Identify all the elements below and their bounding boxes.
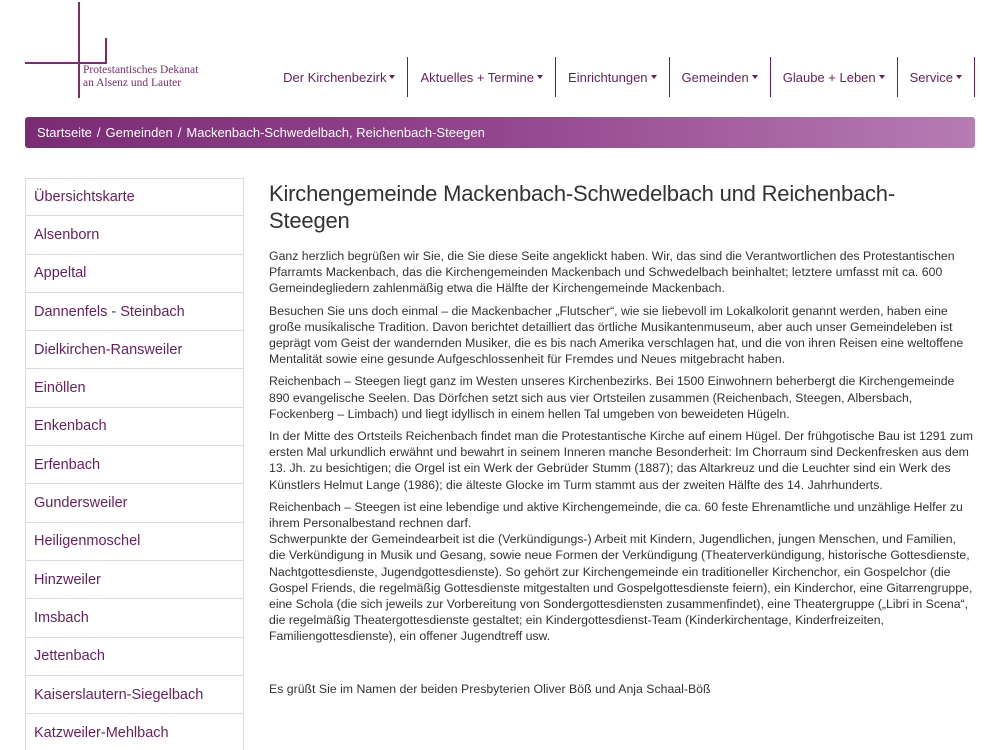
caret-down-icon [651, 75, 657, 79]
breadcrumb-current: Mackenbach-Schwedelbach, Reichenbach-Steegen [186, 125, 485, 140]
nav-item-label: Einrichtungen [568, 69, 648, 85]
nav-item-kirchenbezirk[interactable] [271, 57, 408, 97]
paragraph-church: In der Mitte des Ortsteils Reichenbach findet man die Protestantische Kirche auf einem Hügel. Der frühgotische Bau ist 1291 zum ersten Mal urkundlich erwähnt und bewahrt in seinem Inneren manche Besonderheit: Im Chorraum sind Deckenfresken aus dem 13. Jh. zu besichtigen; die Orgel ist ein Werk der Gebrüder Stumm (1887); das Altarkreuz und die Leuchter sind ein Werk des Künstlers Helmut Lange (1986); die älteste Glocke im Turm stammt aus der zweiten Hälfte des 14. Jahrhunderts. [269, 429, 974, 492]
breadcrumb [25, 117, 975, 148]
sidebar-item-einoellen[interactable]: Einöllen [25, 369, 244, 407]
paragraph-intro: Ganz herzlich begrüßen wir Sie, die Sie diese Seite angeklickt haben. Wir, das sind die Verantwortlichen des Protestantischen Pfarramts Mackenbach, das die Kirchengemeinden Mackenbach und Schwedelbach beinhaltet; letztere umfasst mit ca. 600 Gemeindegliedern zahlenmäßig etwa die Hälfte der Kirchengemeinde Mackenbach. [269, 249, 955, 296]
caret-down-icon [956, 75, 962, 79]
sidebar-item-uebersichtskarte[interactable]: Übersichtskarte [25, 178, 244, 216]
breadcrumb-separator: / [177, 125, 182, 140]
sidebar-item-jettenbach[interactable]: Jettenbach [25, 638, 244, 676]
sidebar-item-kaiserslautern-siegelbach[interactable]: Kaiserslautern-Siegelbach [25, 676, 244, 714]
site-logo[interactable] [25, 2, 225, 98]
paragraph-community: Reichenbach – Steegen ist eine lebendige und aktive Kirchengemeinde, die ca. 60 feste Ehrenamtliche und unzählige Helfer zu ihrem Personalbestand rechnen darf. [269, 499, 963, 531]
paragraph-greeting: Es grüßt Sie im Namen der beiden Presbyterien Oliver Böß und Anja Schaal-Böß [269, 681, 711, 696]
sidebar-item-dielkirchen-ransweiler[interactable]: Dielkirchen-Ransweiler [25, 331, 244, 369]
logo-cross-frame [80, 38, 107, 62]
breadcrumb-home[interactable]: Startseite [37, 125, 92, 140]
nav-item-label: Glaube + Leben [782, 69, 876, 85]
logo-line-2: an Alsenz und Lauter [83, 77, 182, 89]
main-content [269, 180, 975, 703]
sidebar [25, 178, 244, 750]
caret-down-icon [879, 75, 885, 79]
sidebar-item-imsbach[interactable]: Imsbach [25, 599, 244, 637]
sidebar-item-appeltal[interactable]: Appeltal [25, 255, 244, 293]
nav-item-label: Aktuelles + Termine [420, 69, 535, 85]
nav-item-gemeinden[interactable] [670, 57, 771, 97]
caret-down-icon [752, 75, 758, 79]
nav-item-service[interactable] [898, 57, 975, 97]
page-title: Kirchengemeinde Mackenbach-Schwedelbach und Reichenbach-Steegen [269, 181, 895, 233]
paragraph-reichenbach: Reichenbach – Steegen liegt ganz im Westen unseres Kirchenbezirks. Bei 1500 Einwohnern beherbergt die Kirchengemeinde 890 evangelische Seelen. Das Dörfchen setzt sich aus vier Ortsteilen zusammen (Reichenbach, Steegen, Albersbach, Fockenberg – Limbach) und liegt idyllisch in einem hellen Tal umgeben von beweideten Hügeln. [269, 374, 955, 421]
logo-text [83, 64, 198, 90]
nav-item-label: Gemeinden [681, 69, 749, 85]
sidebar-item-enkenbach[interactable]: Enkenbach [25, 408, 244, 446]
sidebar-item-katzweiler-mehlbach[interactable]: Katzweiler-Mehlbach [25, 714, 244, 750]
breadcrumb-gemeinden[interactable]: Gemeinden [105, 125, 173, 140]
spacer [269, 651, 975, 681]
sidebar-item-alsenborn[interactable]: Alsenborn [25, 216, 244, 254]
logo-line-1: Protestantisches Dekanat [83, 64, 199, 76]
sidebar-item-dannenfels-steinbach[interactable]: Dannenfels - Steinbach [25, 293, 244, 331]
caret-down-icon [389, 75, 395, 79]
nav-item-label: Der Kirchenbezirk [283, 69, 387, 85]
sidebar-item-heiligenmoschel[interactable]: Heiligenmoschel [25, 523, 244, 561]
nav-item-label: Service [909, 69, 953, 85]
sidebar-item-hinzweiler[interactable]: Hinzweiler [25, 561, 244, 599]
nav-item-aktuelles[interactable] [408, 57, 556, 97]
sidebar-item-erfenbach[interactable]: Erfenbach [25, 446, 244, 484]
caret-down-icon [537, 75, 543, 79]
nav-item-einrichtungen[interactable] [556, 57, 670, 97]
breadcrumb-separator: / [96, 125, 101, 140]
paragraph-focus: Schwerpunkte der Gemeindearbeit ist die (Verkündigungs-) Arbeit mit Kindern, Jugendlichen, jungen Menschen, und Familien, die Verkündigung in Musik und Gesang, sowie neue Formen der Verkündigung (Theaterverkündigung, historische Gottesdienste, Nachtgottesdienste, Jugendgottesdienste). So gehört zur Kirchengemeinde ein traditioneller Kirchenchor, ein Gospelchor (die Gospel Friends, die regelmäßig Gottesdienste mitgestalten und Gospelgottesdienste feiern), ein Kinderchor, eine Gitarrengruppe, eine Schola (die sich jeweils zur Vorbereitung von Sondergottesdiensten zusammenfindet), eine Theatergruppe („Libri in Scena“, die regelmäßig Theatergottesdienste gestaltet; ein Kindergottesdienst-Team (Kinderkirchentage, Kinderfreizeiten, Familiengottesdienste), ein offener Jugendtreff usw. [269, 532, 973, 644]
paragraph-mackenbach: Besuchen Sie uns doch einmal – die Mackenbacher „Flutscher“, wie sie liebevoll im Lokalkolorit genannt werden, haben eine große musikalische Tradition. Davon berichtet detailliert das örtliche Musikantenmuseum, aber auch unser Gemeindeleben ist geprägt vom Geist der wandernden Musiker, die es bis nach Amerika verschlagen hat, und die von ihren Reisen eine weltoffene Mentalität sowie eine gesunde Aufgeschlossenheit für Fremdes und Neues mitgebracht haben. [269, 303, 964, 367]
sidebar-item-gundersweiler[interactable]: Gundersweiler [25, 484, 244, 522]
nav-item-glaube-leben[interactable] [771, 57, 898, 97]
main-nav [271, 57, 975, 97]
